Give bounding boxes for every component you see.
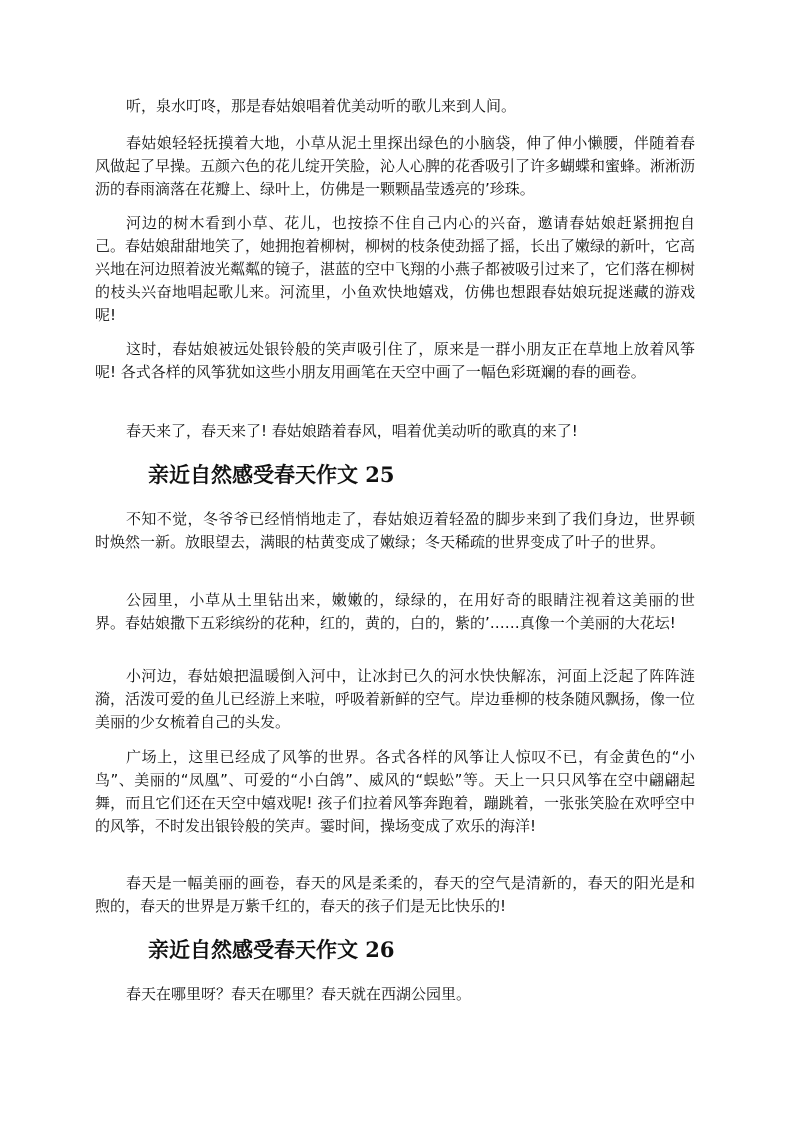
paragraph: 不知不觉，冬爷爷已经悄悄地走了，春姑娘迈着轻盈的脚步来到了我们身边，世界顿时焕然一新。放眼望去，满眼的枯黄变成了嫩绿；冬天稀疏的世界变成了叶子的世界。 — [95, 510, 695, 551]
paragraph: 听，泉水叮咚，那是春姑娘唱着优美动听的歌儿来到人间。 — [126, 97, 517, 115]
section-heading: 亲近自然感受春天作文 26 — [148, 937, 395, 962]
paragraph: 春姑娘轻轻抚摸着大地，小草从泥土里探出绿色的小脑袋，伸了伸小懒腰，伴随着春风做起了早操。五颜六色的花儿绽开笑脸，沁人心脾的花香吸引了许多蝴蝶和蜜蜂。淅淅沥沥的春雨滴落在花瓣上、绿叶上，仿佛是一颗颗晶莹透亮的’珍珠。 — [95, 134, 696, 198]
paragraph: 这时，春姑娘被远处银铃般的笑声吸引住了，原来是一群小朋友正在草地上放着风筝呢! 各式各样的风筝犹如这些小朋友用画笔在天空中画了一幅色彩斑斓的春的画卷。 — [95, 340, 695, 381]
paragraph: 小河边，春姑娘把温暖倒入河中，让冰封已久的河水快快解冻，河面上泛起了阵阵涟漪，活泼可爱的鱼儿已经游上来啦，呼吸着新鲜的空气。岸边垂柳的枝条随风飘扬，像一位美丽的少女梳着自己的头发。 — [95, 667, 696, 731]
paragraph: 春天来了，春天来了! 春姑娘踏着春风，唱着优美动听的歌真的来了! — [126, 422, 578, 440]
paragraph: 春天是一幅美丽的画卷，春天的风是柔柔的，春天的空气是清新的，春天的阳光是和煦的，春天的世界是万紫千红的，春天的孩子们是无比快乐的! — [95, 874, 695, 915]
paragraph: 公园里，小草从土里钻出来，嫩嫩的，绿绿的，在用好奇的眼睛注视着这美丽的世界。春姑娘撒下五彩缤纷的花种，红的，黄的，白的，紫的’……真像一个美丽的大花坛! — [95, 591, 695, 632]
paragraph: 广场上，这里已经成了风筝的世界。各式各样的风筝让人惊叹不已，有金黄色的“小鸟”、美丽的“凤凰”、可爱的“小白鸽”、威风的“蜈蚣”等。天上一只只风筝在空中翩翩起舞，而且它们还在天空中嬉戏呢! 孩子们拉着风筝奔跑着，蹦跳着，一张张笑脸在欢呼空中的风筝，不时发出银铃般的笑声。霎时间，操场变成了欢乐的海洋! — [95, 748, 695, 835]
section-heading: 亲近自然感受春天作文 25 — [148, 462, 395, 487]
paragraph: 春天在哪里呀？春天在哪里？春天就在西湖公园里。 — [126, 985, 472, 1003]
paragraph: 河边的树木看到小草、花儿，也按捺不住自己内心的兴奋，邀请春姑娘赶紧拥抱自己。春姑娘甜甜地笑了，她拥抱着柳树，柳树的枝条使劲摇了摇，长出了嫩绿的新叶，它高兴地在河边照着波光粼粼的镜子，湛蓝的空中飞翔的小燕子都被吸引过来了，它们落在柳树的枝头兴奋地唱起歌儿来。河流里，小鱼欢快地嬉戏，仿佛也想跟春姑娘玩捉迷藏的游戏呢! — [95, 214, 696, 324]
